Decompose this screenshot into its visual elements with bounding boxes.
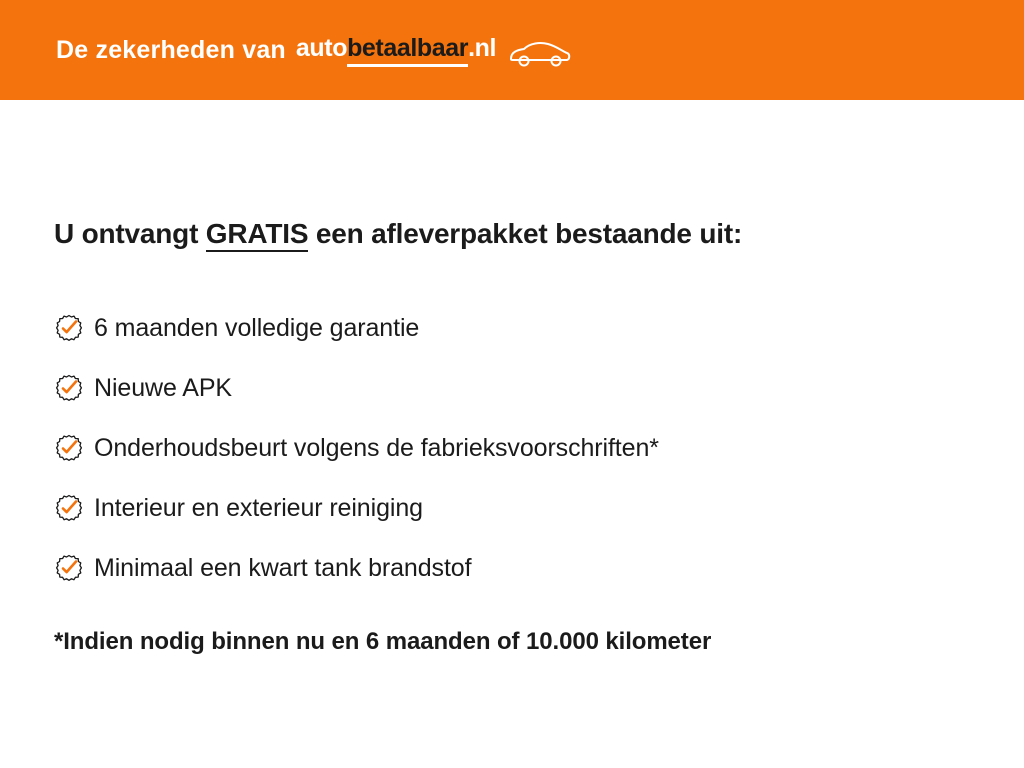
main-content	[0, 100, 1024, 768]
page-header	[0, 0, 1024, 100]
gear-check-icon	[54, 553, 84, 583]
gear-check-icon	[54, 313, 84, 343]
list-item-label: Nieuwe APK	[94, 373, 232, 402]
list-item	[54, 538, 954, 598]
list-item-label: 6 maanden volledige garantie	[94, 313, 420, 342]
list-item-label: Interieur en exterieur reiniging	[94, 493, 423, 522]
gear-check-icon	[54, 433, 84, 463]
brand-part-betaalbaar: betaalbaar	[347, 34, 468, 67]
list-item-label: Minimaal een kwart tank brandstof	[94, 553, 472, 582]
gear-check-icon	[54, 493, 84, 523]
brand-part-auto: auto	[295, 33, 348, 62]
brand-logo[interactable]	[296, 34, 496, 67]
benefits-list	[54, 298, 954, 598]
brand-part-nl: .nl	[468, 33, 497, 62]
headline-before: U ontvangt	[54, 218, 206, 249]
car-icon	[508, 39, 572, 69]
list-item-label: Onderhoudsbeurt volgens de fabrieksvoorschriften*	[94, 433, 659, 462]
list-item	[54, 478, 954, 538]
header-title: De zekerheden van	[56, 35, 286, 64]
list-item	[54, 418, 954, 478]
list-item	[54, 298, 954, 358]
page-title	[54, 218, 742, 250]
list-item	[54, 358, 954, 418]
header-content	[56, 34, 572, 67]
footnote: *Indien nodig binnen nu en 6 maanden of 10.000 kilometer	[54, 628, 712, 655]
gear-check-icon	[54, 373, 84, 403]
headline-after: een afleverpakket bestaande uit:	[308, 218, 743, 249]
headline-emphasis: GRATIS	[206, 218, 309, 252]
